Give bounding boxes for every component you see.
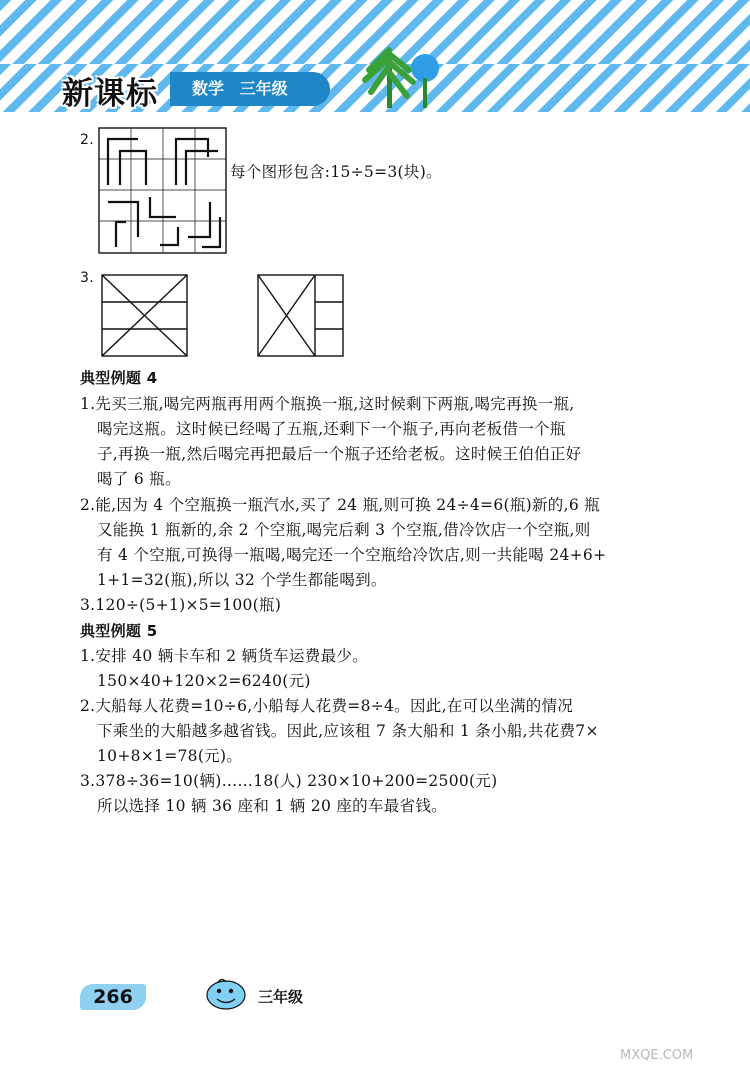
q3-figure-left xyxy=(101,274,189,358)
example4-line: 3.120÷(5+1)×5=100(瓶) xyxy=(80,596,282,614)
page-number: 266 xyxy=(80,984,146,1010)
example4-line: 有 4 个空瓶,可换得一瓶喝,喝完还一个空瓶给冷饮店,则一共能喝 24+6+ xyxy=(97,546,607,564)
example5-title: 典型例题 5 xyxy=(80,622,158,640)
example5-line: 下乘坐的大船越多越省钱。因此,应该租 7 条大船和 1 条小船,共花费7× xyxy=(97,722,599,740)
example5-line: 2.大船每人花费=10÷6,小船每人花费=8÷4。因此,在可以坐满的情况 xyxy=(80,697,574,715)
example4-line: 喝了 6 瓶。 xyxy=(97,470,181,488)
grade-label: 三年级 xyxy=(239,79,288,98)
q2-number: 2. xyxy=(80,132,94,148)
subject-label: 数学 xyxy=(192,79,225,98)
q2-grid-figure xyxy=(98,127,228,255)
q3-figure-right xyxy=(257,274,345,358)
example5-line: 1.安排 40 辆卡车和 2 辆货车运费最少。 xyxy=(80,647,368,665)
example5-line: 所以选择 10 辆 36 座和 1 辆 20 座的车最省钱。 xyxy=(97,797,447,815)
footer-grade: 三年级 xyxy=(258,988,304,1006)
example4-line: 1+1=32(瓶),所以 32 个学生都能喝到。 xyxy=(97,571,387,589)
smiley-mascot-icon xyxy=(204,975,248,1011)
subject-tag xyxy=(170,72,330,106)
watermark-text: MXQE.COM xyxy=(620,1048,694,1063)
brand-title: 新课标 xyxy=(62,76,158,112)
example4-line: 又能换 1 瓶新的,余 2 个空瓶,喝完后剩 3 个空瓶,借冷饮店一个空瓶,则 xyxy=(97,521,591,539)
example4-line: 2.能,因为 4 个空瓶换一瓶汽水,买了 24 瓶,则可换 24÷4=6(瓶)新的,6 瓶 xyxy=(80,496,601,514)
example5-line: 3.378÷36=10(辆)……18(人) 230×10+200=2500(元) xyxy=(80,772,498,790)
example5-line: 10+8×1=78(元)。 xyxy=(97,747,243,765)
tree-icon xyxy=(355,40,445,110)
example4-line: 喝完这瓶。这时候已经喝了五瓶,还剩下一个瓶子,再向老板借一个瓶 xyxy=(97,420,566,438)
example4-title: 典型例题 4 xyxy=(80,369,158,387)
q2-note: 每个图形包含:15÷5=3(块)。 xyxy=(230,163,442,181)
example4-line: 1.先买三瓶,喝完两瓶再用两个瓶换一瓶,这时候剩下两瓶,喝完再换一瓶, xyxy=(80,395,575,413)
example4-line: 子,再换一瓶,然后喝完再把最后一个瓶子还给老板。这时候王伯伯正好 xyxy=(97,445,582,463)
header-banner xyxy=(0,0,750,112)
example5-line: 150×40+120×2=6240(元) xyxy=(97,672,311,690)
q3-number: 3. xyxy=(80,270,94,286)
